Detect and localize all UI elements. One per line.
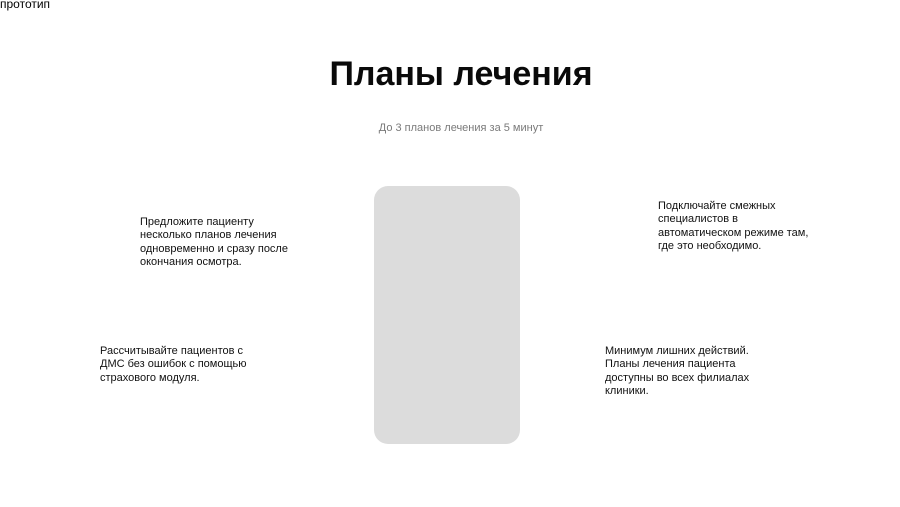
feature-minimal-actions: [605, 345, 775, 398]
feature-line: Предложите пациенту: [140, 216, 254, 228]
feature-related-specialists: [658, 200, 828, 253]
page-title: Планы лечения: [329, 55, 593, 93]
feature-line: окончания осмотра.: [140, 255, 242, 268]
feature-line: Планы лечения пациента: [605, 358, 736, 371]
feature-line: автоматическом режиме там,: [658, 226, 809, 239]
feature-line: страхового модуля.: [100, 371, 200, 384]
feature-line: специалистов в: [658, 213, 738, 226]
feature-line: Подключайте смежных: [658, 200, 776, 212]
feature-insurance-module: [100, 345, 275, 385]
feature-line: Минимум лишних действий.: [605, 345, 749, 357]
prototype-label: прототип: [0, 0, 51, 11]
feature-line: клиники.: [605, 384, 649, 397]
feature-line: Рассчитывайте пациентов с: [100, 345, 243, 357]
phone-mockup-placeholder: [374, 186, 520, 444]
feature-line: где это необходимо.: [658, 239, 762, 252]
page-subtitle: До 3 планов лечения за 5 минут: [378, 122, 544, 134]
feature-line: ДМС без ошибок с помощью: [100, 358, 247, 371]
feature-line: несколько планов лечения: [140, 229, 277, 242]
feature-line: доступны во всех филиалах: [605, 371, 750, 384]
feature-line: одновременно и сразу после: [140, 242, 288, 255]
feature-treatment-plans-offer: [140, 216, 305, 269]
